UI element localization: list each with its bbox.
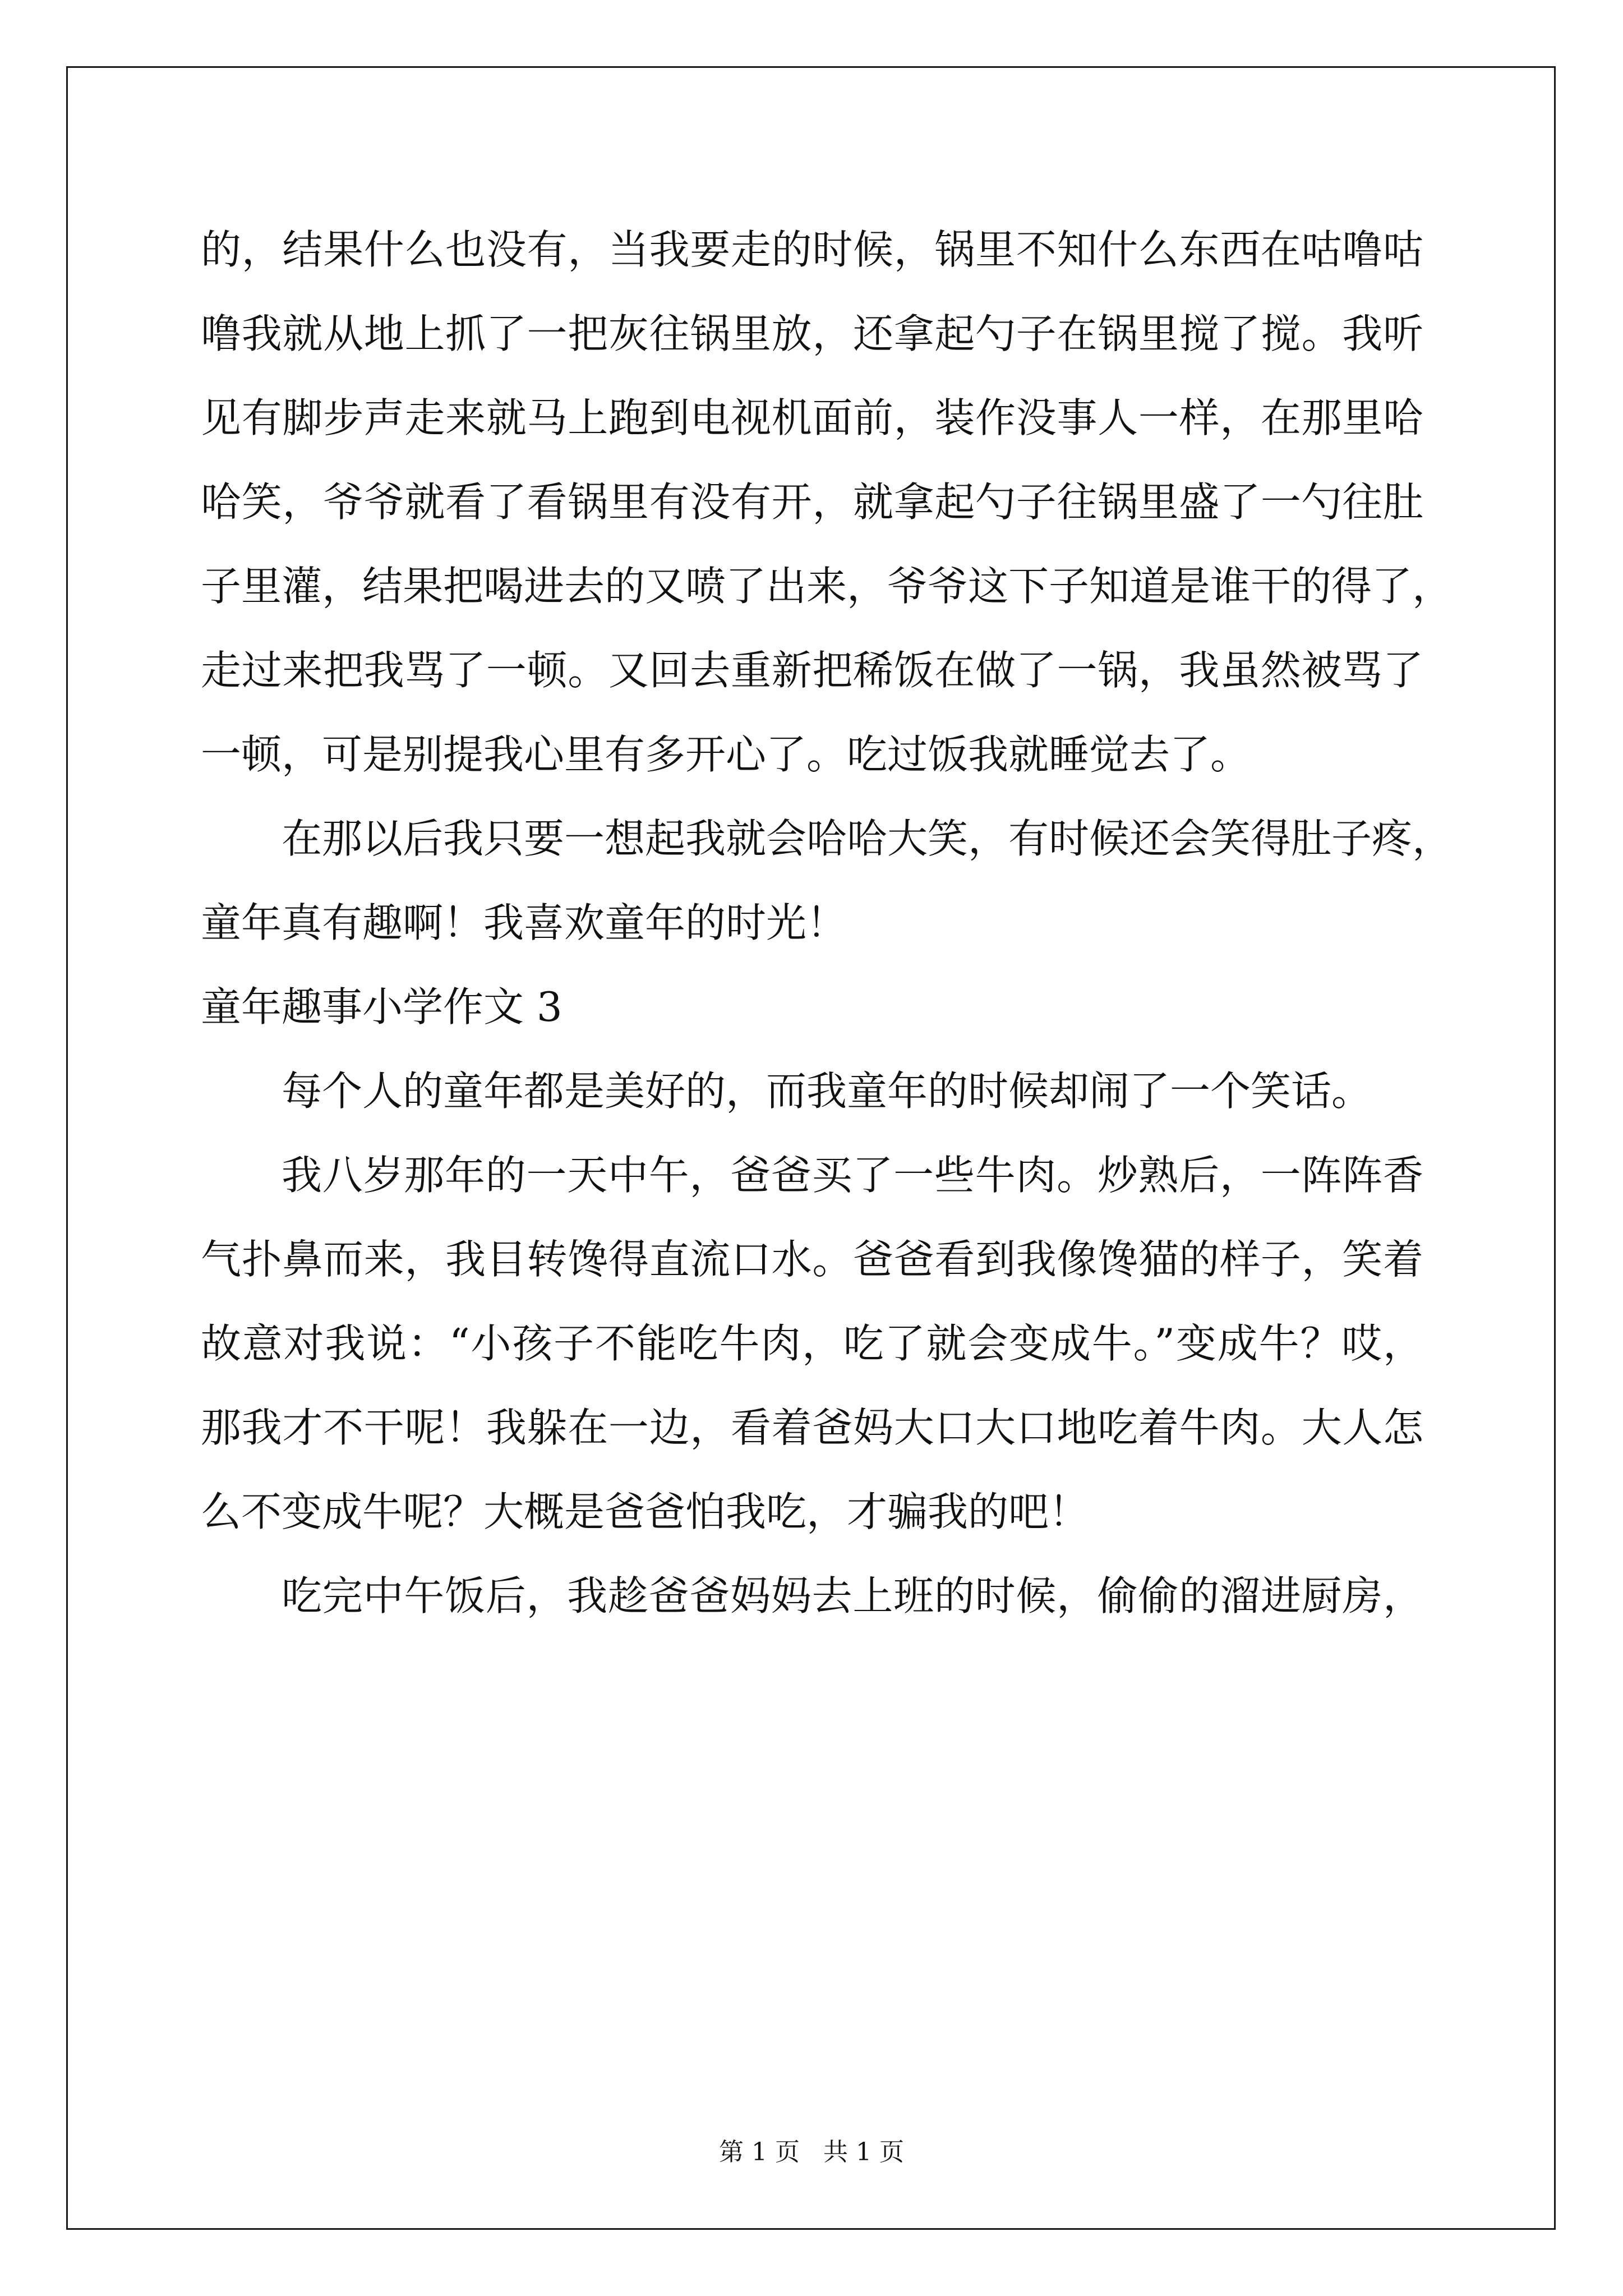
- text-line: 气扑鼻而来，我目转馋得直流口水。爸爸看到我像馋猫的样子，笑着: [201, 1236, 1423, 1283]
- text-line: 的，结果什么也没有，当我要走的时候，锅里不知什么东西在咕噜咕: [201, 226, 1423, 273]
- text-line: 在那以后我只要一想起我就会哈哈大笑，有时候还会笑得肚子疼，: [282, 815, 1453, 862]
- text-line: 我八岁那年的一天中午，爸爸买了一些牛肉。炒熟后，一阵阵香: [282, 1152, 1423, 1199]
- document-body: [201, 208, 1453, 1638]
- text-line: 走过来把我骂了一顿。又回去重新把稀饭在做了一锅，我虽然被骂了: [201, 647, 1423, 694]
- text-line: 吃完中午饭后，我趁爸爸妈妈去上班的时候，偷偷的溜进厨房，: [282, 1572, 1423, 1619]
- text-line: 故意对我说：“小孩子不能吃牛肉，吃了就会变成牛。”变成牛？哎，: [201, 1320, 1423, 1367]
- text-line: 一顿，可是别提我心里有多开心了。吃过饭我就睡觉去了。: [201, 731, 1251, 778]
- text-line: 童年真有趣啊！我喜欢童年的时光！: [201, 899, 847, 946]
- page-footer: [0, 2132, 1623, 2168]
- text-line: 噜我就从地上抓了一把灰往锅里放，还拿起勺子在锅里搅了搅。我听: [201, 310, 1423, 357]
- text-line: 那我才不干呢！我躲在一边，看着爸妈大口大口地吃着牛肉。大人怎: [201, 1404, 1423, 1451]
- section-heading: 童年趣事小学作文 3: [201, 983, 562, 1030]
- text-line: 子里灌，结果把喝进去的又喷了出来，爷爷这下子知道是谁干的得了，: [201, 563, 1453, 610]
- page-number: 第 1 页: [719, 2138, 800, 2166]
- text-line: 见有脚步声走来就马上跑到电视机面前，装作没事人一样，在那里哈: [201, 394, 1423, 441]
- text-line: 么不变成牛呢？大概是爸爸怕我吃，才骗我的吧！: [201, 1488, 1090, 1535]
- page-total: 共 1 页: [823, 2138, 904, 2166]
- text-line: 每个人的童年都是美好的，而我童年的时候却闹了一个笑话。: [282, 1068, 1372, 1115]
- text-line: 哈笑，爷爷就看了看锅里有没有开，就拿起勺子往锅里盛了一勺往肚: [201, 478, 1423, 526]
